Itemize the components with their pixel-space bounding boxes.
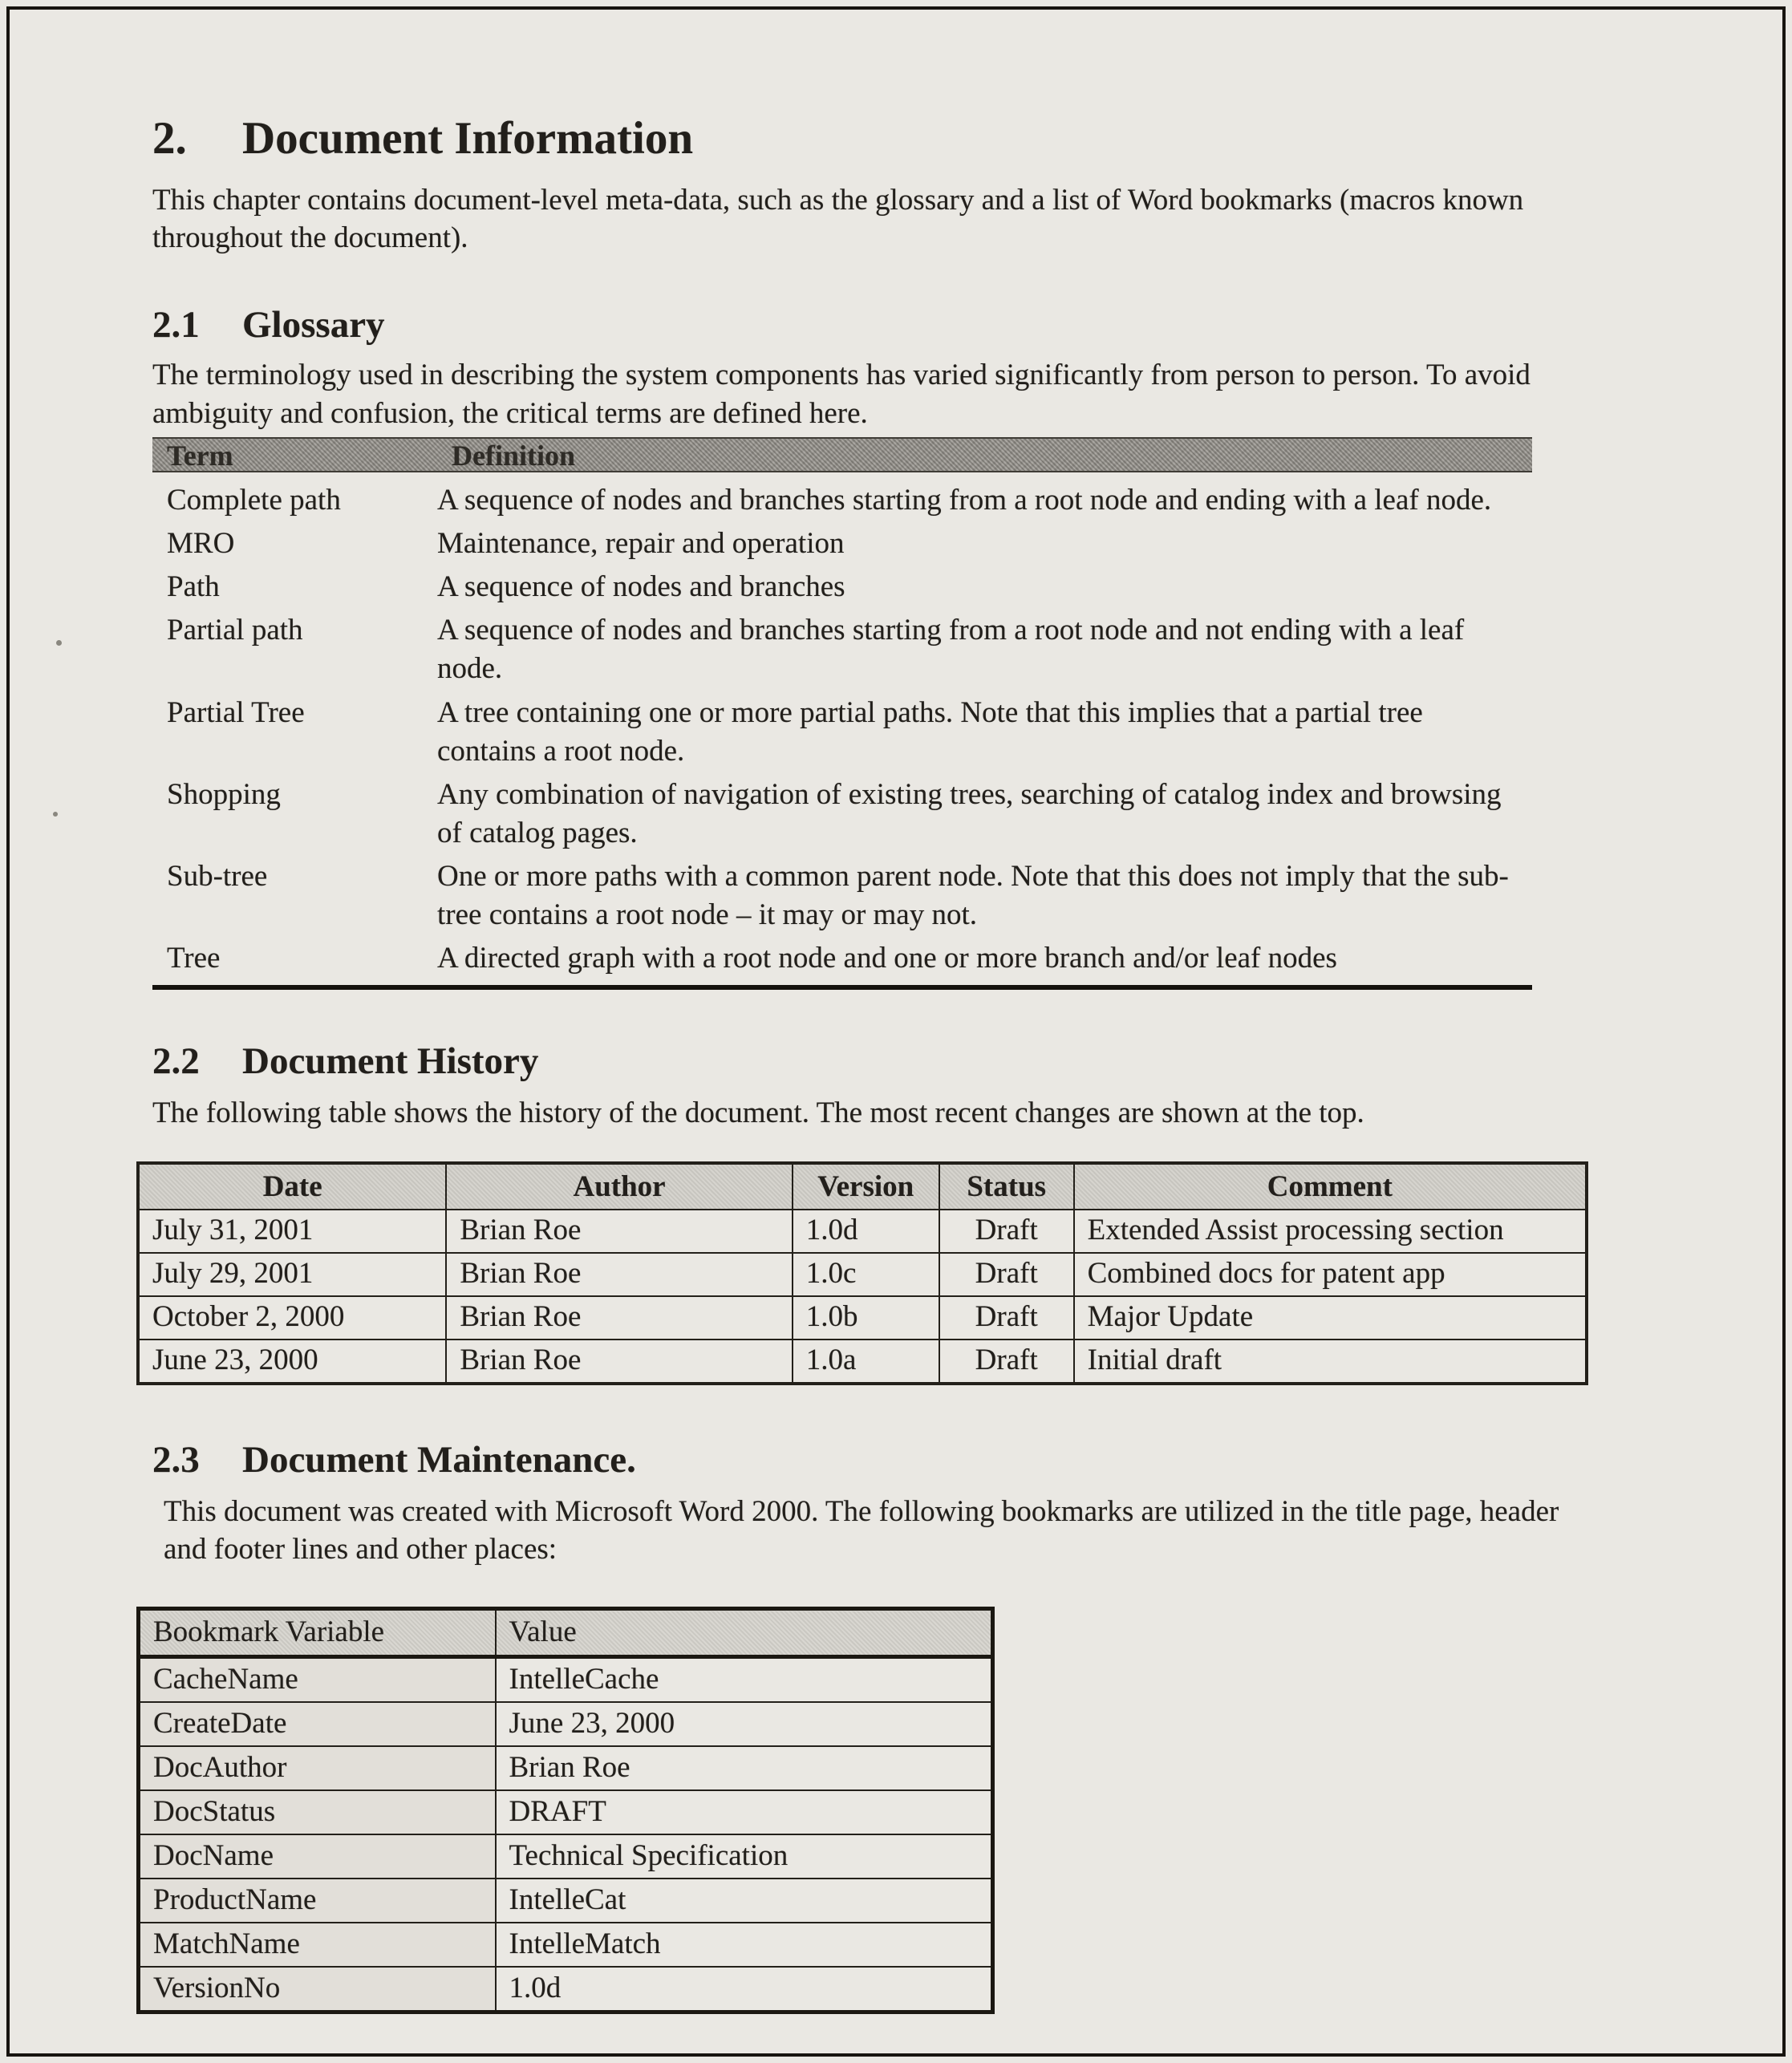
glossary-definition: A sequence of nodes and branches [437,570,845,604]
bookmark-value: Brian Roe [496,1746,993,1790]
bookmark-value: DRAFT [496,1790,993,1834]
chapter-title: Document Information [242,113,694,164]
history-version: 1.0d [793,1210,939,1253]
history-col-status: Status [939,1163,1074,1210]
bookmark-value: Technical Specification [496,1834,993,1879]
chapter-heading [152,112,1588,165]
glossary-term: Sub-tree [167,859,268,893]
table-row [139,1746,993,1790]
history-status: Draft [939,1296,1074,1340]
glossary-term: Complete path [167,484,341,517]
table-row [138,1296,1587,1340]
history-version: 1.0b [793,1296,939,1340]
page-content [152,112,1588,2014]
glossary-definition: Any combination of navigation of existing trees, searching of catalog index and browsing of catalog pages. [437,777,1502,849]
history-header-row [138,1163,1587,1210]
glossary-term: MRO [167,527,235,561]
table-row [139,1702,993,1746]
history-comment: Combined docs for patent app [1074,1253,1587,1296]
glossary-term: Tree [167,942,221,975]
table-row [139,1879,993,1923]
history-title: Document History [242,1040,539,1083]
bookmark-variable: DocName [139,1834,496,1879]
table-row [138,1253,1587,1296]
table-row [139,1790,993,1834]
bookmark-variable: ProductName [139,1879,496,1923]
bookmark-col-variable: Bookmark Variable [139,1609,496,1657]
glossary-row [152,855,1532,937]
history-col-date: Date [138,1163,446,1210]
glossary-heading [152,303,1588,347]
table-row [139,1834,993,1879]
glossary-term: Partial Tree [167,695,305,729]
history-table [136,1161,1588,1385]
history-author: Brian Roe [446,1340,792,1384]
history-version: 1.0a [793,1340,939,1384]
glossary-definition: A directed graph with a root node and one or more branch and/or leaf nodes [437,942,1337,975]
history-comment: Extended Assist processing section [1074,1210,1587,1253]
bookmark-value: 1.0d [496,1967,993,2012]
history-date: July 31, 2001 [138,1210,446,1253]
history-status: Draft [939,1340,1074,1384]
maintenance-heading [152,1438,1588,1481]
bookmark-variable: CreateDate [139,1702,496,1746]
bookmark-table [136,1607,995,2014]
history-date: June 23, 2000 [138,1340,446,1384]
bookmark-variable: CacheName [139,1657,496,1703]
glossary-definition: A sequence of nodes and branches starting from a root node and not ending with a leaf node. [437,614,1465,686]
glossary-term: Partial path [167,614,303,647]
history-status: Draft [939,1210,1074,1253]
bookmark-header-row [139,1609,993,1657]
history-comment: Initial draft [1074,1340,1587,1384]
history-comment: Major Update [1074,1296,1587,1340]
history-heading [152,1040,1588,1083]
bookmark-col-value: Value [496,1609,993,1657]
glossary-row [152,773,1532,855]
scan-speck [53,812,58,817]
chapter-number: 2. [152,113,187,164]
glossary-row [152,691,1532,773]
glossary-row [152,609,1532,691]
table-row [139,1923,993,1967]
history-col-comment: Comment [1074,1163,1587,1210]
history-intro: The following table shows the history of the document. The most recent changes are shown at the top. [152,1096,1364,1130]
history-author: Brian Roe [446,1296,792,1340]
bookmark-variable: VersionNo [139,1967,496,2012]
maintenance-number: 2.3 [152,1438,200,1481]
scan-speck [56,640,62,646]
glossary-definition: One or more paths with a common parent node. Note that this does not imply that the sub-tree contains a root node – it may or may not. [437,859,1509,931]
table-row [139,1967,993,2012]
glossary-table-header [152,437,1532,472]
history-author: Brian Roe [446,1253,792,1296]
bookmark-value: June 23, 2000 [496,1702,993,1746]
glossary-table [152,437,1532,990]
glossary-definition: A sequence of nodes and branches starting from a root node and ending with a leaf node. [437,484,1492,517]
glossary-definition: A tree containing one or more partial paths. Note that this implies that a partial tree contains a root node. [437,695,1423,768]
bookmark-variable: DocAuthor [139,1746,496,1790]
history-date: October 2, 2000 [138,1296,446,1340]
chapter-intro: This chapter contains document-level meta-data, such as the glossary and a list of Word bookmarks (macros known throughout the document). [152,183,1524,254]
glossary-row [152,937,1532,980]
maintenance-intro: This document was created with Microsoft Word 2000. The following bookmarks are utilized in the title page, header and footer lines and other places: [164,1494,1559,1566]
glossary-row [152,522,1532,565]
history-status: Draft [939,1253,1074,1296]
glossary-row [152,565,1532,609]
glossary-col-definition: Definition [452,440,576,472]
bookmark-value: IntelleCache [496,1657,993,1703]
bookmark-value: IntelleCat [496,1879,993,1923]
glossary-term: Shopping [167,777,281,811]
table-row [138,1210,1587,1253]
glossary-title: Glossary [242,304,385,347]
history-col-version: Version [793,1163,939,1210]
table-row [139,1657,993,1703]
glossary-table-body [152,479,1532,980]
glossary-intro: The terminology used in describing the system components has varied significantly from person to person. To avoid ambiguity and confusion, the critical terms are defined here. [152,359,1530,430]
history-version: 1.0c [793,1253,939,1296]
glossary-number: 2.1 [152,304,200,347]
table-row [138,1340,1587,1384]
glossary-col-term: Term [167,440,233,472]
history-author: Brian Roe [446,1210,792,1253]
bookmark-variable: DocStatus [139,1790,496,1834]
history-date: July 29, 2001 [138,1253,446,1296]
bookmark-value: IntelleMatch [496,1923,993,1967]
glossary-definition: Maintenance, repair and operation [437,527,845,561]
glossary-term: Path [167,570,220,604]
maintenance-title: Document Maintenance. [242,1438,636,1481]
history-number: 2.2 [152,1040,200,1083]
glossary-row [152,479,1532,522]
history-col-author: Author [446,1163,792,1210]
bookmark-variable: MatchName [139,1923,496,1967]
